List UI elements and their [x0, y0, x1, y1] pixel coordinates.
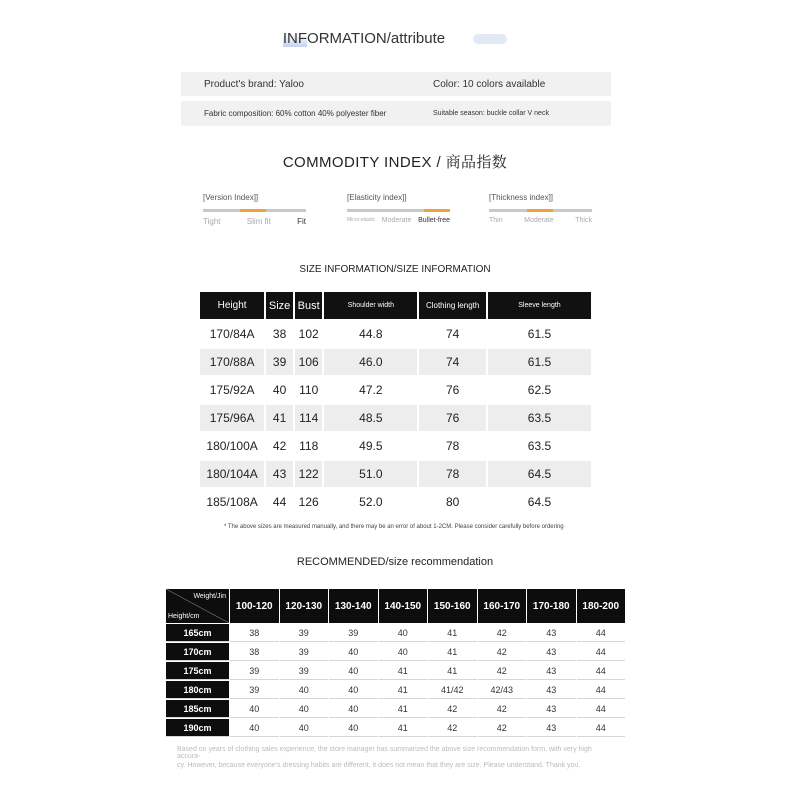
- size-cell: 114: [295, 405, 323, 431]
- weight-header: 170-180: [527, 589, 576, 623]
- measurement-note: * The above sizes are measured manually, and there may be an error of about 1-2CM. Please consider carefully before ordering: [224, 524, 564, 530]
- recommended-size-cell: 40: [280, 700, 329, 718]
- size-cell: 110: [295, 377, 323, 403]
- size-cell: 63.5: [488, 405, 591, 431]
- recommendation-table: [165, 588, 626, 738]
- size-cell: 74: [419, 321, 486, 347]
- recommended-size-cell: 43: [527, 662, 576, 680]
- recommended-size-cell: 43: [527, 681, 576, 699]
- elasticity-index-label: [Elasticity index]]: [347, 193, 407, 202]
- recommended-size-cell: 40: [329, 681, 378, 699]
- size-cell: 175/96A: [200, 405, 264, 431]
- recommended-size-cell: 40: [379, 624, 428, 642]
- elasticity-index: [347, 193, 450, 224]
- version-index-level: [240, 209, 266, 212]
- header-shoulder-width: Shoulder width: [324, 292, 417, 319]
- recommended-size-cell: 40: [329, 700, 378, 718]
- header-sleeve-length: Sleeve length: [488, 292, 591, 319]
- weight-header: 140-150: [379, 589, 428, 623]
- elasticity-tick-moderate: Moderate: [381, 217, 412, 224]
- size-cell: 43: [266, 461, 293, 487]
- header-clothing-length: Clothing length: [419, 292, 486, 319]
- recommended-size-cell: 43: [527, 643, 576, 661]
- recommendation-row: [166, 643, 625, 661]
- thickness-index-bar: [489, 209, 592, 212]
- version-index: [203, 193, 306, 226]
- recommended-size-cell: 40: [329, 643, 378, 661]
- recommendation-title: RECOMMENDED/size recommendation: [296, 556, 494, 568]
- size-cell: 38: [266, 321, 293, 347]
- footer-line-1: Based on years of clothing sales experience, the store manager has summarized the above size recommendation form, with very high accura-: [177, 746, 592, 760]
- size-row: [200, 377, 591, 403]
- recommended-size-cell: 41: [428, 643, 477, 661]
- recommended-size-cell: 38: [230, 643, 279, 661]
- weight-header: 160-170: [478, 589, 527, 623]
- recommended-size-cell: 40: [280, 681, 329, 699]
- size-cell: 39: [266, 349, 293, 375]
- height-header: 170cm: [166, 643, 229, 661]
- size-cell: 76: [419, 377, 486, 403]
- recommended-size-cell: 40: [230, 719, 279, 737]
- size-cell: 185/108A: [200, 489, 264, 515]
- recommended-size-cell: 43: [527, 719, 576, 737]
- height-header: 180cm: [166, 681, 229, 699]
- decorative-blob: [473, 34, 507, 44]
- header-size: Size: [266, 292, 293, 319]
- size-cell: 40: [266, 377, 293, 403]
- size-cell: 42: [266, 433, 293, 459]
- size-cell: 170/88A: [200, 349, 264, 375]
- height-header: 185cm: [166, 700, 229, 718]
- size-table: [198, 290, 593, 517]
- size-cell: 106: [295, 349, 323, 375]
- recommended-size-cell: 42/43: [478, 681, 527, 699]
- footer-line-2: cy. However, because everyone's dressing habits are different, it does not mean that they are size. Please understand. Thank you.: [177, 762, 581, 769]
- size-cell: 46.0: [324, 349, 417, 375]
- information-title-highlight: INF: [282, 30, 308, 47]
- recommended-size-cell: 40: [230, 700, 279, 718]
- size-row: [200, 405, 591, 431]
- recommended-size-cell: 44: [577, 643, 626, 661]
- fabric-text: Fabric composition: 60% cotton 40% polyester fiber: [204, 109, 387, 118]
- size-cell: 175/92A: [200, 377, 264, 403]
- size-table-header: [200, 292, 591, 319]
- recommended-size-cell: 42: [428, 719, 477, 737]
- height-header: 175cm: [166, 662, 229, 680]
- size-cell: 62.5: [488, 377, 591, 403]
- size-cell: 180/104A: [200, 461, 264, 487]
- recommended-size-cell: 40: [329, 719, 378, 737]
- information-title-rest: ORMATION/attribute: [307, 30, 446, 47]
- size-row: [200, 489, 591, 515]
- recommended-size-cell: 39: [280, 643, 329, 661]
- thickness-tick-thin: Thin: [489, 217, 503, 224]
- recommendation-row: [166, 719, 625, 737]
- recommended-size-cell: 41: [379, 662, 428, 680]
- version-index-bar: [203, 209, 306, 212]
- height-header: 190cm: [166, 719, 229, 737]
- recommended-size-cell: 39: [280, 624, 329, 642]
- version-tick-fit: Fit: [297, 217, 306, 226]
- header-bust: Bust: [295, 292, 323, 319]
- recommended-size-cell: 41: [428, 624, 477, 642]
- information-title: [0, 30, 790, 47]
- recommended-size-cell: 40: [280, 719, 329, 737]
- size-cell: 44.8: [324, 321, 417, 347]
- size-cell: 126: [295, 489, 323, 515]
- size-cell: 52.0: [324, 489, 417, 515]
- size-cell: 102: [295, 321, 323, 347]
- recommended-size-cell: 42: [428, 700, 477, 718]
- recommended-size-cell: 43: [527, 700, 576, 718]
- recommended-size-cell: 42: [478, 719, 527, 737]
- size-cell: 180/100A: [200, 433, 264, 459]
- recommended-size-cell: 39: [230, 681, 279, 699]
- size-cell: 44: [266, 489, 293, 515]
- recommended-size-cell: 42: [478, 624, 527, 642]
- weight-header: 120-130: [280, 589, 329, 623]
- size-cell: 61.5: [488, 349, 591, 375]
- recommended-size-cell: 44: [577, 700, 626, 718]
- recommendation-header: [166, 589, 625, 623]
- size-cell: 74: [419, 349, 486, 375]
- size-information-title: SIZE INFORMATION/SIZE INFORMATION: [299, 264, 491, 275]
- recommended-size-cell: 42: [478, 643, 527, 661]
- size-row: [200, 433, 591, 459]
- recommended-size-cell: 40: [329, 662, 378, 680]
- season-text: Suitable season: buckle collar V neck: [433, 110, 549, 117]
- height-header: 165cm: [166, 624, 229, 642]
- recommended-size-cell: 41: [379, 681, 428, 699]
- weight-header: 150-160: [428, 589, 477, 623]
- size-cell: 122: [295, 461, 323, 487]
- recommended-size-cell: 39: [230, 662, 279, 680]
- corner-height-label: Height/cm: [168, 613, 200, 620]
- thickness-tick-thick: Thick: [575, 217, 592, 224]
- recommended-size-cell: 43: [527, 624, 576, 642]
- size-cell: 47.2: [324, 377, 417, 403]
- size-row: [200, 461, 591, 487]
- size-row: [200, 349, 591, 375]
- corner-cell: [166, 589, 229, 623]
- size-row: [200, 321, 591, 347]
- recommendation-row: [166, 681, 625, 699]
- corner-weight-label: Weight/Jin: [193, 593, 226, 600]
- size-cell: 49.5: [324, 433, 417, 459]
- version-index-label: [Version Index]]: [203, 193, 259, 202]
- recommended-size-cell: 39: [329, 624, 378, 642]
- size-cell: 41: [266, 405, 293, 431]
- header-height: Height: [200, 292, 264, 319]
- attribute-row-1: [181, 72, 611, 96]
- recommended-size-cell: 41: [428, 662, 477, 680]
- elasticity-tick-bulletfree: Bullet-free: [418, 217, 450, 224]
- recommended-size-cell: 41: [379, 719, 428, 737]
- elasticity-tick-micro: Micro-elastic: [347, 217, 376, 223]
- elasticity-index-bar: [347, 209, 450, 212]
- recommended-size-cell: 42: [478, 662, 527, 680]
- recommended-size-cell: 40: [379, 643, 428, 661]
- weight-header: 130-140: [329, 589, 378, 623]
- size-cell: 78: [419, 461, 486, 487]
- elasticity-index-level: [424, 209, 450, 212]
- size-cell: 51.0: [324, 461, 417, 487]
- recommended-size-cell: 44: [577, 624, 626, 642]
- recommended-size-cell: 39: [280, 662, 329, 680]
- size-cell: 63.5: [488, 433, 591, 459]
- recommendation-row: [166, 700, 625, 718]
- size-cell: 80: [419, 489, 486, 515]
- version-tick-tight: Tight: [203, 217, 221, 226]
- thickness-index-level: [527, 209, 553, 212]
- thickness-tick-moderate: Moderate: [524, 217, 554, 224]
- recommended-size-cell: 44: [577, 681, 626, 699]
- recommended-size-cell: 38: [230, 624, 279, 642]
- size-cell: 48.5: [324, 405, 417, 431]
- color-text: Color: 10 colors available: [433, 78, 546, 90]
- size-cell: 76: [419, 405, 486, 431]
- recommended-size-cell: 41: [379, 700, 428, 718]
- recommended-size-cell: 44: [577, 662, 626, 680]
- weight-header: 100-120: [230, 589, 279, 623]
- recommendation-row: [166, 662, 625, 680]
- size-cell: 118: [295, 433, 323, 459]
- recommended-size-cell: 42: [478, 700, 527, 718]
- size-cell: 170/84A: [200, 321, 264, 347]
- thickness-index-label: [Thickness index]]: [489, 193, 554, 202]
- size-cell: 78: [419, 433, 486, 459]
- recommended-size-cell: 41/42: [428, 681, 477, 699]
- commodity-index-title: COMMODITY INDEX / 商品指数: [282, 154, 508, 171]
- recommended-size-cell: 44: [577, 719, 626, 737]
- weight-header: 180-200: [577, 589, 626, 623]
- version-tick-slim: Slim fit: [246, 217, 271, 226]
- size-cell: 64.5: [488, 489, 591, 515]
- recommendation-row: [166, 624, 625, 642]
- size-cell: 64.5: [488, 461, 591, 487]
- thickness-index: [489, 193, 592, 224]
- size-cell: 61.5: [488, 321, 591, 347]
- attribute-row-2: [181, 101, 611, 126]
- brand-text: Product's brand: Yaloo: [204, 78, 304, 90]
